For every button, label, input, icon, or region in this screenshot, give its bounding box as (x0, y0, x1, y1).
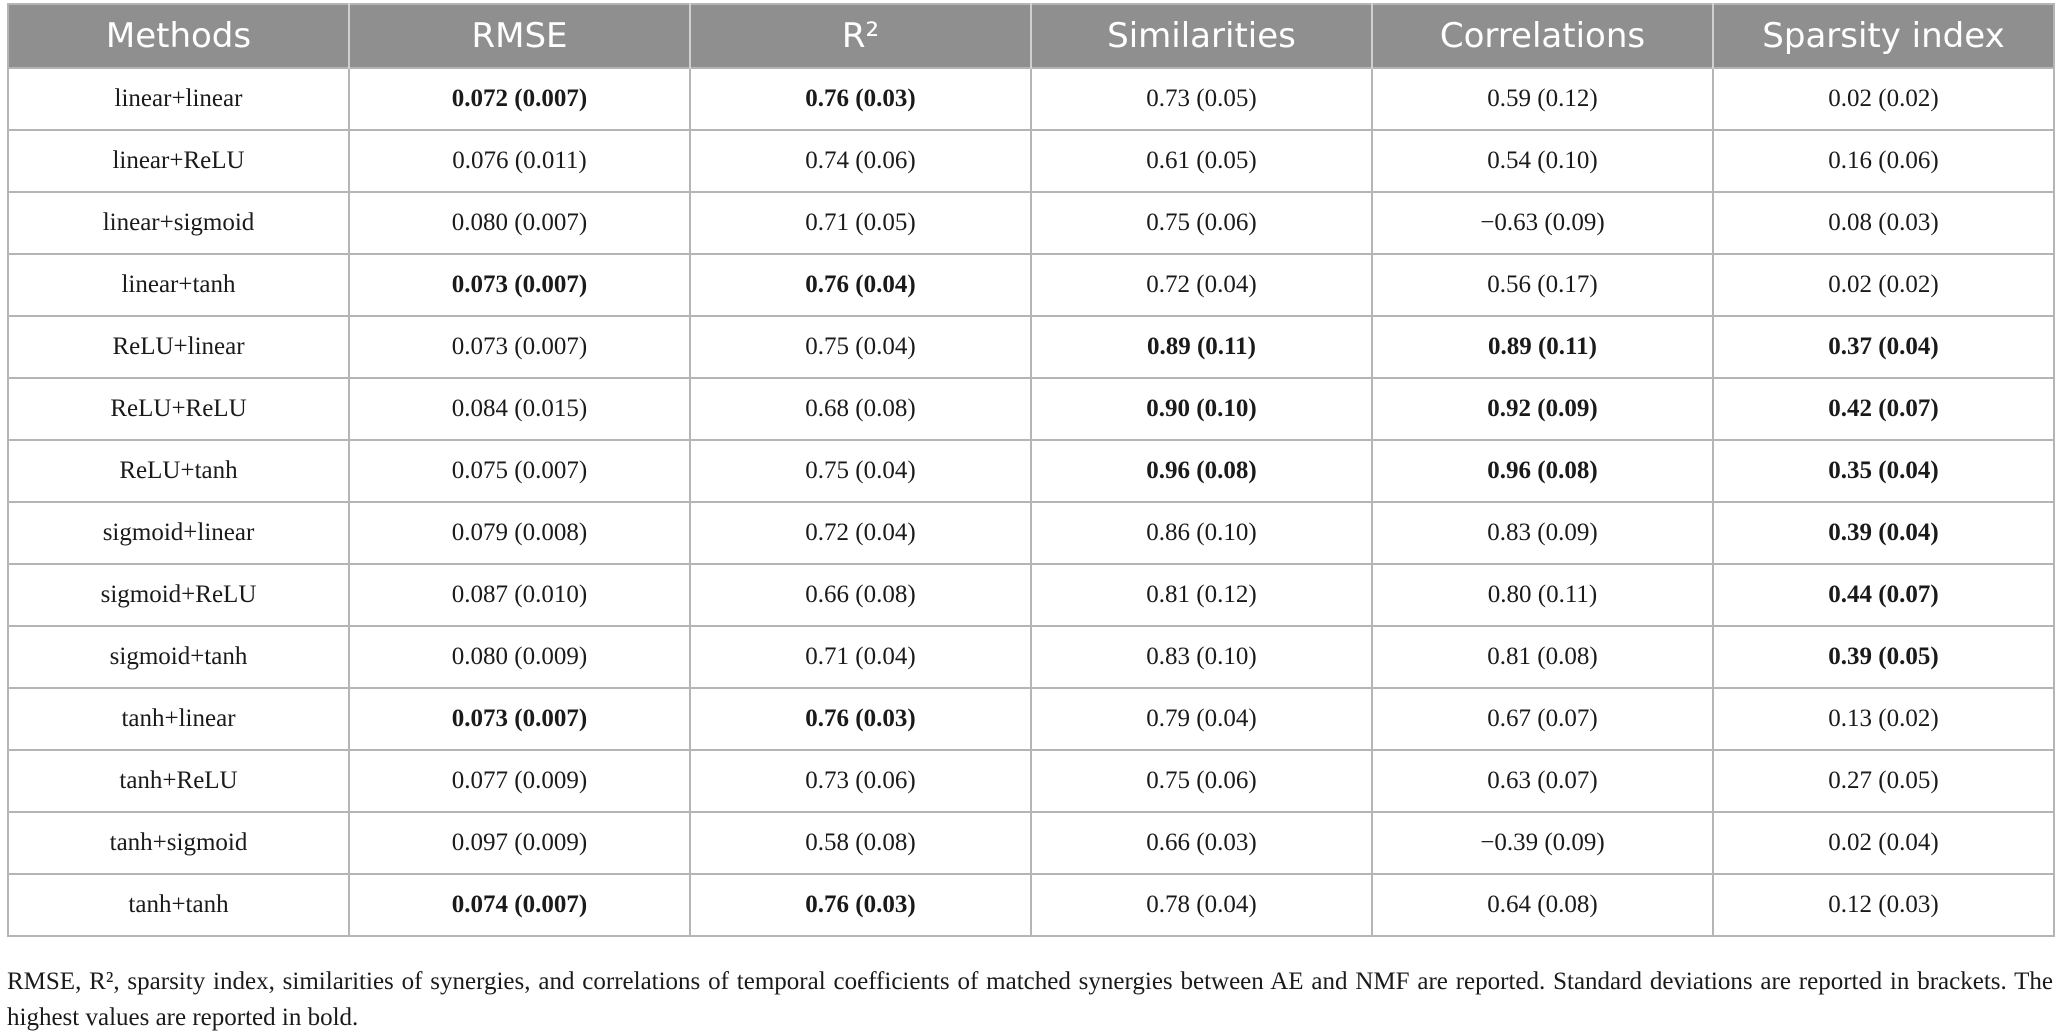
cell-correlations: 0.64 (0.08) (1372, 874, 1713, 936)
cell-r2: 0.66 (0.08) (690, 564, 1031, 626)
cell-correlations: −0.63 (0.09) (1372, 192, 1713, 254)
cell-similarities: 0.78 (0.04) (1031, 874, 1372, 936)
table-row (8, 440, 2054, 502)
table-row (8, 192, 2054, 254)
cell-similarities: 0.66 (0.03) (1031, 812, 1372, 874)
cell-sparsity-index: 0.02 (0.02) (1713, 254, 2054, 316)
cell-similarities: 0.72 (0.04) (1031, 254, 1372, 316)
cell-sparsity-index: 0.02 (0.02) (1713, 68, 2054, 130)
cell-rmse: 0.087 (0.010) (349, 564, 690, 626)
cell-r2: 0.71 (0.04) (690, 626, 1031, 688)
cell-r2: 0.71 (0.05) (690, 192, 1031, 254)
cell-sparsity-index: 0.27 (0.05) (1713, 750, 2054, 812)
cell-r2: 0.68 (0.08) (690, 378, 1031, 440)
cell-sparsity-index: 0.02 (0.04) (1713, 812, 2054, 874)
cell-method: sigmoid+linear (8, 502, 349, 564)
table-row (8, 750, 2054, 812)
cell-r2: 0.76 (0.04) (690, 254, 1031, 316)
cell-correlations: 0.54 (0.10) (1372, 130, 1713, 192)
cell-rmse: 0.080 (0.007) (349, 192, 690, 254)
cell-method: ReLU+tanh (8, 440, 349, 502)
cell-similarities: 0.83 (0.10) (1031, 626, 1372, 688)
cell-similarities: 0.79 (0.04) (1031, 688, 1372, 750)
results-table (7, 3, 2055, 937)
cell-sparsity-index: 0.35 (0.04) (1713, 440, 2054, 502)
cell-method: linear+linear (8, 68, 349, 130)
cell-rmse: 0.072 (0.007) (349, 68, 690, 130)
cell-rmse: 0.084 (0.015) (349, 378, 690, 440)
cell-similarities: 0.81 (0.12) (1031, 564, 1372, 626)
cell-rmse: 0.076 (0.011) (349, 130, 690, 192)
cell-rmse: 0.077 (0.009) (349, 750, 690, 812)
cell-method: tanh+ReLU (8, 750, 349, 812)
cell-correlations: 0.56 (0.17) (1372, 254, 1713, 316)
cell-similarities: 0.75 (0.06) (1031, 750, 1372, 812)
cell-sparsity-index: 0.42 (0.07) (1713, 378, 2054, 440)
table-row (8, 502, 2054, 564)
header-r2: R² (690, 4, 1031, 68)
table-row (8, 564, 2054, 626)
cell-method: linear+sigmoid (8, 192, 349, 254)
cell-similarities: 0.73 (0.05) (1031, 68, 1372, 130)
cell-method: tanh+sigmoid (8, 812, 349, 874)
table-row (8, 626, 2054, 688)
cell-rmse: 0.075 (0.007) (349, 440, 690, 502)
cell-correlations: 0.63 (0.07) (1372, 750, 1713, 812)
cell-similarities: 0.89 (0.11) (1031, 316, 1372, 378)
cell-sparsity-index: 0.37 (0.04) (1713, 316, 2054, 378)
cell-method: sigmoid+tanh (8, 626, 349, 688)
cell-sparsity-index: 0.39 (0.04) (1713, 502, 2054, 564)
cell-correlations: 0.83 (0.09) (1372, 502, 1713, 564)
cell-sparsity-index: 0.13 (0.02) (1713, 688, 2054, 750)
cell-rmse: 0.073 (0.007) (349, 254, 690, 316)
cell-correlations: −0.39 (0.09) (1372, 812, 1713, 874)
cell-method: linear+tanh (8, 254, 349, 316)
header-sparsity-index: Sparsity index (1713, 4, 2054, 68)
cell-similarities: 0.61 (0.05) (1031, 130, 1372, 192)
header-methods: Methods (8, 4, 349, 68)
cell-similarities: 0.96 (0.08) (1031, 440, 1372, 502)
cell-method: sigmoid+ReLU (8, 564, 349, 626)
table-row (8, 254, 2054, 316)
cell-r2: 0.76 (0.03) (690, 688, 1031, 750)
cell-similarities: 0.75 (0.06) (1031, 192, 1372, 254)
cell-correlations: 0.80 (0.11) (1372, 564, 1713, 626)
cell-rmse: 0.080 (0.009) (349, 626, 690, 688)
cell-r2: 0.76 (0.03) (690, 68, 1031, 130)
cell-correlations: 0.81 (0.08) (1372, 626, 1713, 688)
header-correlations: Correlations (1372, 4, 1713, 68)
cell-sparsity-index: 0.39 (0.05) (1713, 626, 2054, 688)
cell-method: linear+ReLU (8, 130, 349, 192)
cell-similarities: 0.86 (0.10) (1031, 502, 1372, 564)
header-rmse: RMSE (349, 4, 690, 68)
cell-rmse: 0.073 (0.007) (349, 316, 690, 378)
cell-r2: 0.73 (0.06) (690, 750, 1031, 812)
cell-method: tanh+linear (8, 688, 349, 750)
cell-correlations: 0.89 (0.11) (1372, 316, 1713, 378)
table-body (8, 68, 2054, 936)
cell-r2: 0.72 (0.04) (690, 502, 1031, 564)
table-caption: RMSE, R², sparsity index, similarities of synergies, and correlations of temporal coefficients of matched synergies between AE and NMF are reported. Standard deviations are reported in brackets. The highest values are reported in bold. (7, 968, 2053, 1031)
cell-sparsity-index: 0.08 (0.03) (1713, 192, 2054, 254)
cell-similarities: 0.90 (0.10) (1031, 378, 1372, 440)
cell-correlations: 0.92 (0.09) (1372, 378, 1713, 440)
cell-sparsity-index: 0.44 (0.07) (1713, 564, 2054, 626)
table-row (8, 378, 2054, 440)
cell-r2: 0.74 (0.06) (690, 130, 1031, 192)
cell-method: ReLU+linear (8, 316, 349, 378)
header-similarities: Similarities (1031, 4, 1372, 68)
cell-rmse: 0.097 (0.009) (349, 812, 690, 874)
cell-sparsity-index: 0.16 (0.06) (1713, 130, 2054, 192)
table-row (8, 874, 2054, 936)
table-row (8, 812, 2054, 874)
cell-correlations: 0.67 (0.07) (1372, 688, 1713, 750)
table-row (8, 316, 2054, 378)
cell-method: ReLU+ReLU (8, 378, 349, 440)
table-row (8, 688, 2054, 750)
cell-r2: 0.76 (0.03) (690, 874, 1031, 936)
cell-r2: 0.58 (0.08) (690, 812, 1031, 874)
cell-correlations: 0.96 (0.08) (1372, 440, 1713, 502)
header-row (8, 4, 2054, 68)
table-row (8, 130, 2054, 192)
cell-sparsity-index: 0.12 (0.03) (1713, 874, 2054, 936)
cell-rmse: 0.079 (0.008) (349, 502, 690, 564)
cell-r2: 0.75 (0.04) (690, 316, 1031, 378)
cell-rmse: 0.074 (0.007) (349, 874, 690, 936)
table-row (8, 68, 2054, 130)
cell-rmse: 0.073 (0.007) (349, 688, 690, 750)
cell-r2: 0.75 (0.04) (690, 440, 1031, 502)
cell-correlations: 0.59 (0.12) (1372, 68, 1713, 130)
cell-method: tanh+tanh (8, 874, 349, 936)
